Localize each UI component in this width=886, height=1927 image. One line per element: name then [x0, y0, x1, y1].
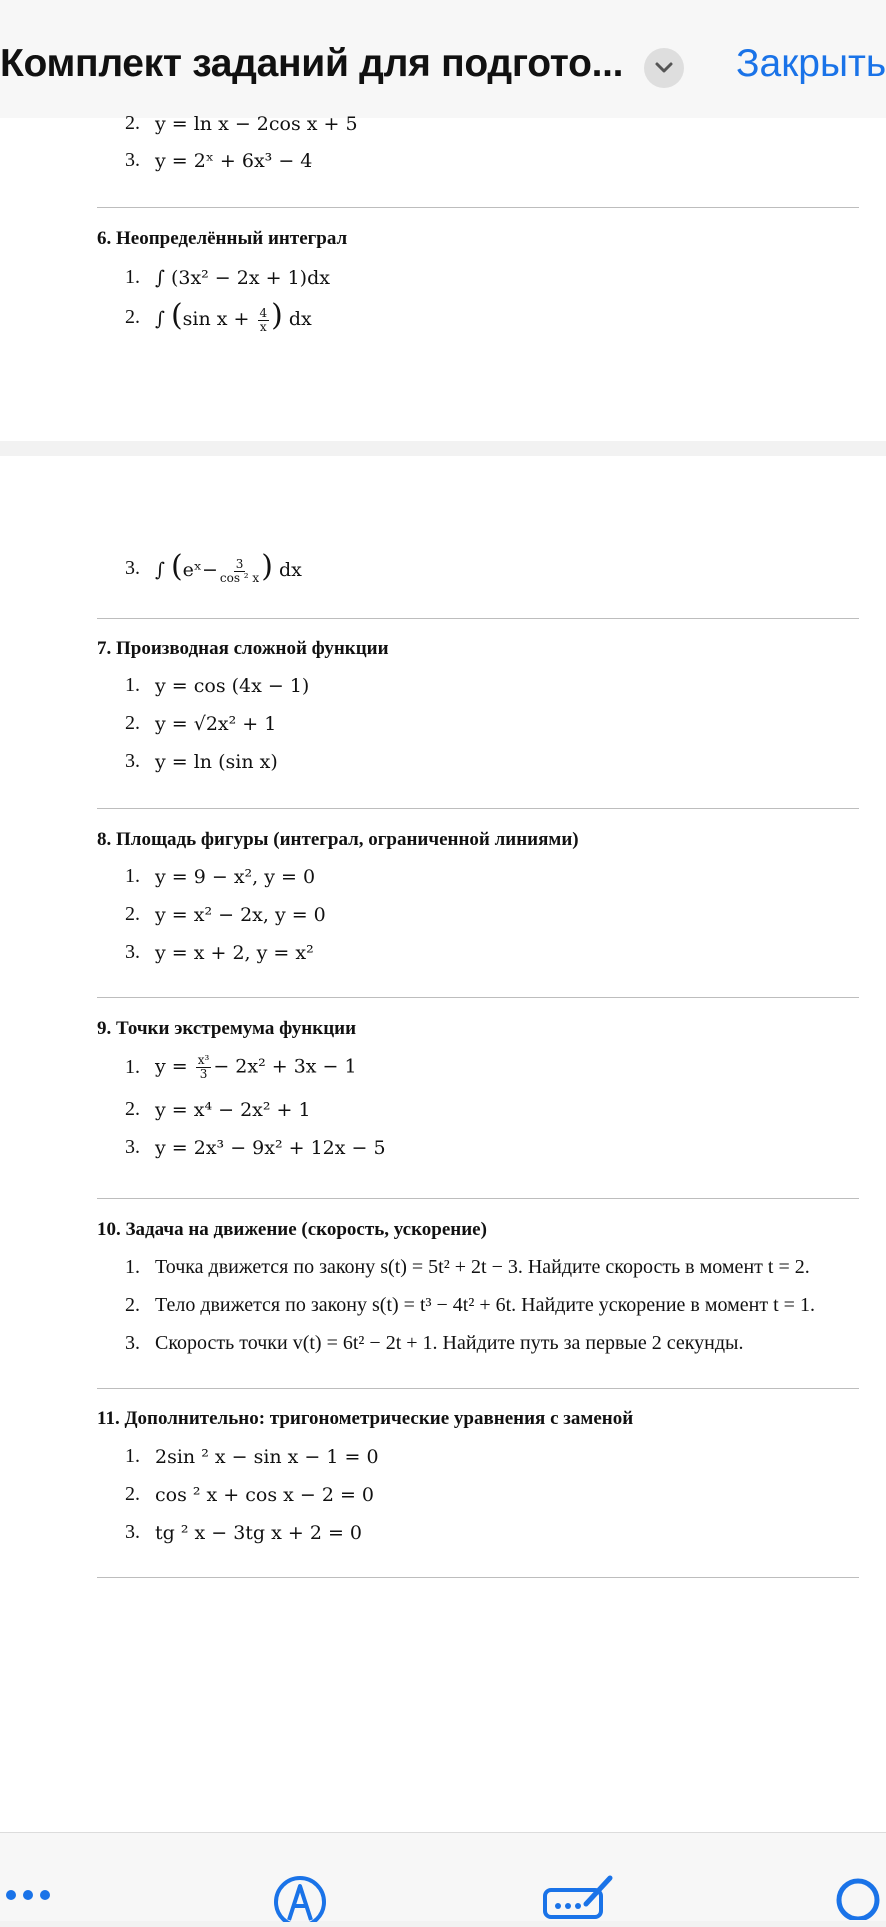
- signature-icon: [542, 1874, 616, 1920]
- item-number: 1.: [125, 1056, 140, 1078]
- item-number: 2.: [125, 903, 140, 925]
- item-expression: y = 2x³ − 9x² + 12x − 5: [155, 1136, 386, 1159]
- fraction: $\frac{\text{x³}}{3}$: [197, 1053, 210, 1081]
- item-expression: y = 2ˣ + 6x³ − 4: [155, 149, 313, 172]
- item-expression: y = 9 − x², y = 0: [155, 865, 316, 888]
- item-number: 3.: [125, 1136, 140, 1158]
- list-item: [125, 712, 276, 735]
- document-page-2: [0, 456, 886, 1832]
- section-heading-10: 10. Задача на движение (скорость, ускорение): [97, 1219, 487, 1240]
- divider: [97, 207, 859, 208]
- item-text: Тело движется по закону s(t) = t³ − 4t² + 6t. Найдите ускорение в момент t = 1.: [155, 1294, 815, 1316]
- more-button[interactable]: [4, 1888, 52, 1907]
- list-item: [125, 674, 309, 697]
- item-number: 3.: [125, 1521, 140, 1543]
- item-text: Точка движется по закону s(t) = 5t² + 2t − 3. Найдите скорость в момент t = 2.: [155, 1256, 810, 1278]
- document-title[interactable]: Комплект заданий для подгото...: [0, 42, 624, 85]
- item-expression: y = √2x² + 1: [155, 712, 277, 735]
- list-item: [125, 903, 326, 926]
- list-item: [125, 298, 312, 334]
- list-item: [125, 1098, 311, 1121]
- list-item: [125, 941, 314, 964]
- item-expression: y = $\frac{\text{x³}}{3}$ − 2x² + 3x − 1: [155, 1053, 357, 1081]
- section-heading-6: 6. Неопределённый интеграл: [97, 228, 348, 249]
- item-number: 1.: [125, 865, 140, 887]
- item-number: 2.: [125, 305, 140, 328]
- more-icon: [4, 1888, 52, 1902]
- list-item: [125, 1445, 379, 1468]
- divider: [97, 1388, 859, 1389]
- item-number: 2.: [125, 1098, 140, 1120]
- item-expression: y = ln x − 2cos x + 5: [155, 112, 358, 135]
- list-item: [125, 1521, 362, 1544]
- item-number: 1.: [125, 674, 140, 696]
- section-heading-9: 9. Точки экстремума функции: [97, 1018, 357, 1039]
- fraction: $\frac{3}{\text{cos ² x}}$: [219, 556, 260, 585]
- list-item: [125, 149, 312, 172]
- close-button[interactable]: Закрыть: [736, 42, 886, 85]
- bottom-toolbar: [0, 1832, 886, 1921]
- list-item: [125, 1136, 386, 1159]
- item-expression: ∫ (sin x + $\frac{4}{x}$ ) dx: [155, 298, 312, 334]
- item-expression: 2sin ² x − sin x − 1 = 0: [155, 1445, 379, 1468]
- item-number: 2.: [125, 1483, 140, 1505]
- item-text: Скорость точки v(t) = 6t² − 2t + 1. Найдите путь за первые 2 секунды.: [155, 1332, 744, 1354]
- item-expression: y = x² − 2x, y = 0: [155, 903, 326, 926]
- item-number: 2.: [125, 1294, 140, 1316]
- item-expression: y = cos (4x − 1): [155, 674, 310, 697]
- section-heading-8: 8. Площадь фигуры (интеграл, ограниченной линиями): [97, 829, 579, 850]
- document-page-1: [0, 112, 886, 441]
- item-number: 3.: [125, 750, 140, 772]
- section-heading-11: 11. Дополнительно: тригонометрические уравнения с заменой: [97, 1408, 634, 1429]
- list-item: [125, 112, 358, 135]
- divider: [97, 997, 859, 998]
- list-item: [125, 1483, 374, 1506]
- divider: [97, 618, 859, 619]
- list-item: [125, 1294, 815, 1317]
- search-button[interactable]: [832, 1874, 886, 1925]
- list-item: [125, 1332, 744, 1355]
- chevron-down-icon: [654, 61, 674, 75]
- item-number: 3.: [125, 1332, 140, 1354]
- item-expression: ∫ (eˣ− $\frac{3}{\text{cos ² x}}$ ) dx: [155, 549, 302, 585]
- item-expression: tg ² x − 3tg x + 2 = 0: [155, 1521, 363, 1544]
- item-number: 2.: [125, 712, 140, 734]
- item-number: 3.: [125, 556, 140, 579]
- markup-icon: [272, 1874, 328, 1922]
- item-expression: cos ² x + cos x − 2 = 0: [155, 1483, 375, 1506]
- list-item: [125, 865, 315, 888]
- list-item: [125, 1256, 810, 1279]
- item-expression: y = ln (sin x): [155, 750, 278, 773]
- list-item: [125, 750, 278, 773]
- list-item: [125, 266, 330, 289]
- search-icon: [832, 1874, 886, 1920]
- list-item: [125, 1054, 357, 1081]
- markup-button[interactable]: [272, 1874, 328, 1927]
- viewer-header: [0, 0, 886, 119]
- item-number: 3.: [125, 941, 140, 963]
- item-number: 3.: [125, 149, 140, 171]
- item-number: 1.: [125, 266, 140, 288]
- title-menu-button[interactable]: [644, 48, 684, 88]
- divider: [97, 1198, 859, 1199]
- item-number: 1.: [125, 1256, 140, 1278]
- item-expression: ∫ (3x² − 2x + 1)dx: [155, 266, 330, 289]
- fraction: $\frac{4}{x}$: [259, 305, 268, 334]
- list-item: [125, 549, 302, 585]
- divider: [97, 1577, 859, 1578]
- item-number: 2.: [125, 112, 140, 134]
- item-number: 1.: [125, 1445, 140, 1467]
- section-heading-7: 7. Производная сложной функции: [97, 638, 389, 659]
- signature-button[interactable]: [542, 1874, 616, 1925]
- item-expression: y = x⁴ − 2x² + 1: [155, 1098, 311, 1121]
- divider: [97, 808, 859, 809]
- item-expression: y = x + 2, y = x²: [155, 941, 314, 964]
